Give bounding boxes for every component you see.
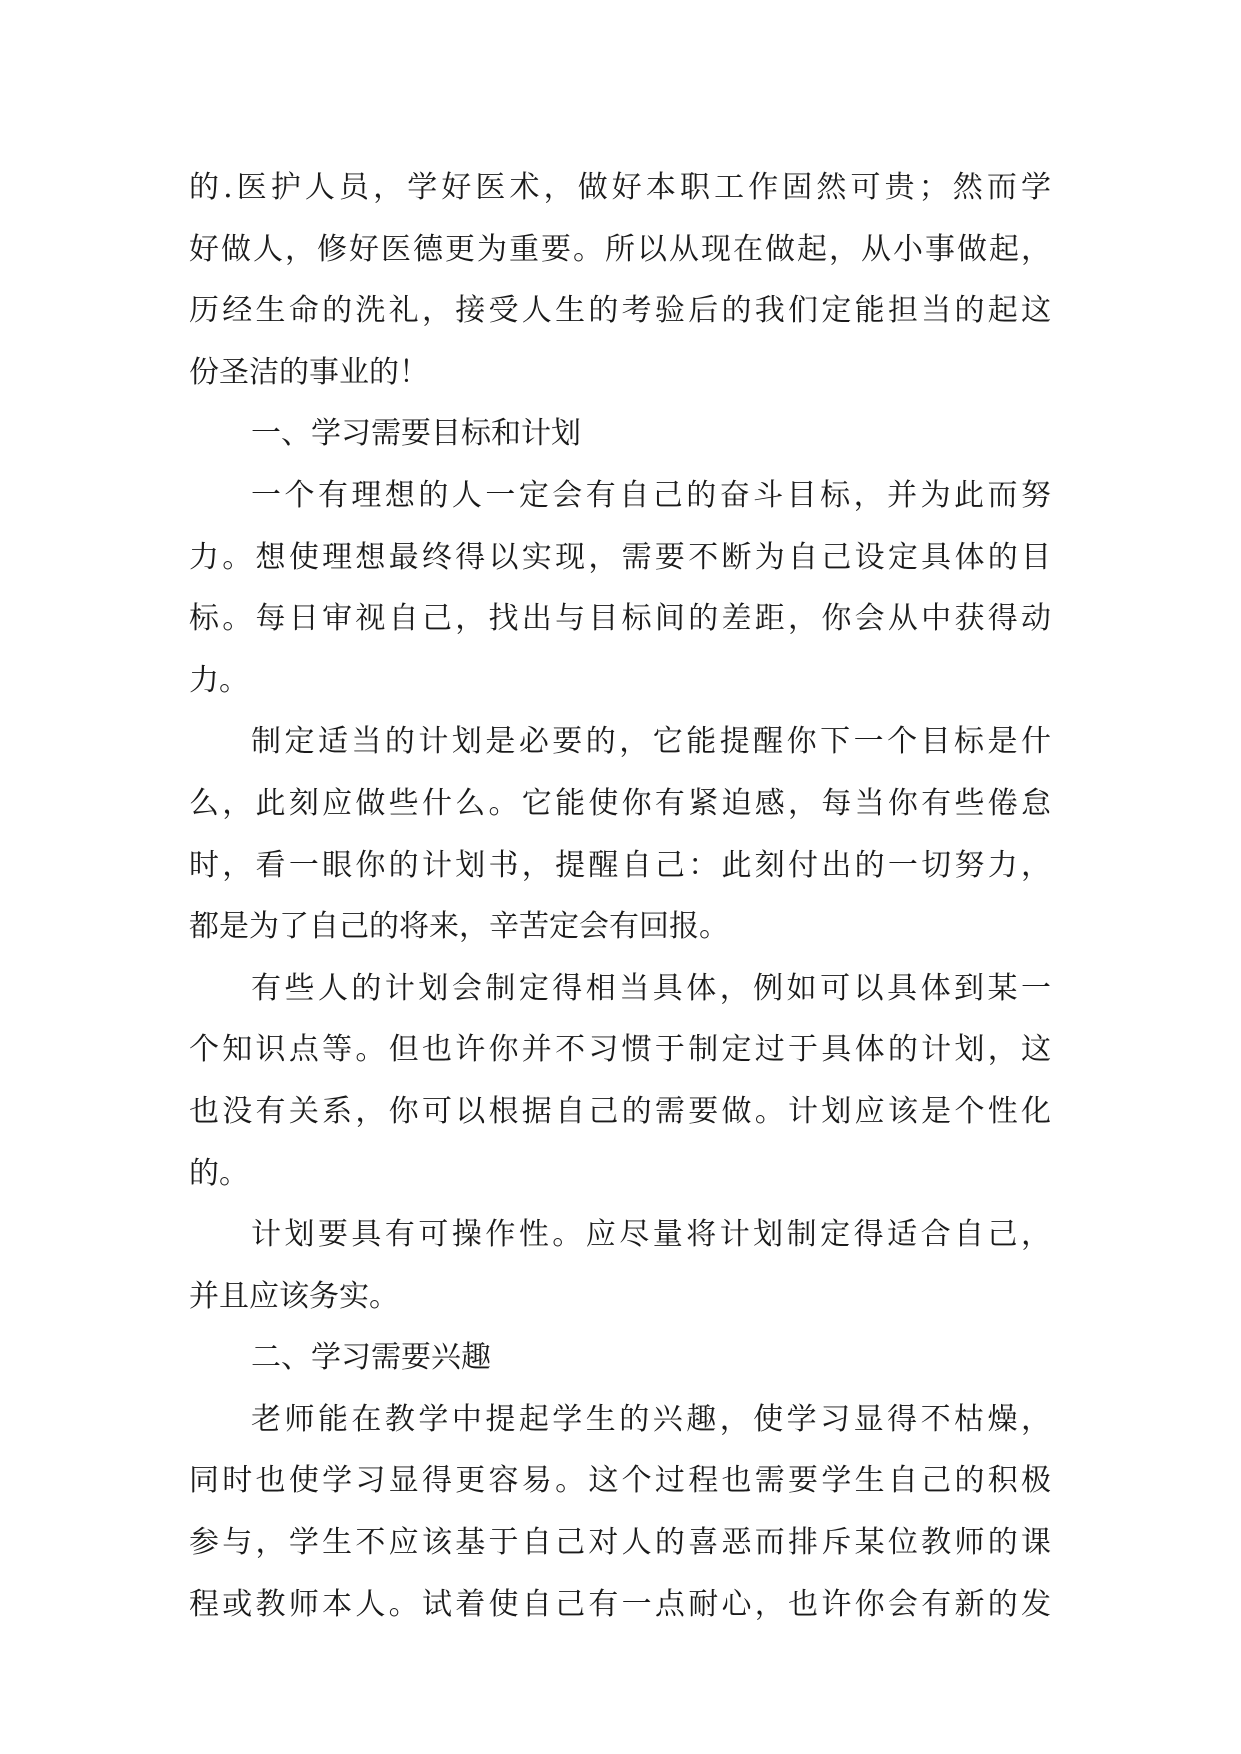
text-line: 老师能在教学中提起学生的兴趣，使学习显得不枯燥，: [251, 1401, 1051, 1437]
text-line: 同时也使学习显得更容易。这个过程也需要学生自己的积极: [189, 1463, 1051, 1499]
text-line: 一、学习需要目标和计划: [251, 416, 581, 452]
text-line: 历经生命的洗礼，接受人生的考验后的我们定能担当的起这: [189, 293, 1051, 329]
text-line: 二、学习需要兴趣: [251, 1340, 491, 1376]
document-body: [189, 157, 1051, 1635]
text-line: 有些人的计划会制定得相当具体，例如可以具体到某一: [251, 970, 1051, 1006]
text-line: 程或教师本人。试着使自己有一点耐心，也许你会有新的发: [189, 1586, 1051, 1622]
text-line: 力。: [189, 662, 249, 698]
text-line: 么，此刻应做些什么。它能使你有紧迫感，每当你有些倦怠: [189, 785, 1051, 821]
text-line: 的。: [189, 1155, 249, 1191]
text-line: 力。想使理想最终得以实现，需要不断为自己设定具体的目: [189, 539, 1051, 575]
text-line: 一个有理想的人一定会有自己的奋斗目标，并为此而努: [251, 477, 1051, 513]
text-line: 的.医护人员，学好医术，做好本职工作固然可贵；然而学: [189, 170, 1051, 205]
text-line: 计划要具有可操作性。应尽量将计划制定得适合自己，: [251, 1217, 1051, 1253]
text-line: 好做人，修好医德更为重要。所以从现在做起，从小事做起，: [189, 231, 1051, 267]
text-line: 参与，学生不应该基于自己对人的喜恶而排斥某位教师的课: [189, 1525, 1051, 1561]
text-line: 都是为了自己的将来，辛苦定会有回报。: [189, 909, 729, 945]
text-line: 份圣洁的事业的！: [189, 354, 429, 390]
text-line: 标。每日审视自己，找出与目标间的差距，你会从中获得动: [189, 601, 1051, 637]
text-line: 个知识点等。但也许你并不习惯于制定过于具体的计划，这: [189, 1032, 1051, 1068]
text-line: 制定适当的计划是必要的，它能提醒你下一个目标是什: [251, 724, 1051, 760]
text-line: 并且应该务实。: [189, 1278, 399, 1314]
text-line: 也没有关系，你可以根据自己的需要做。计划应该是个性化: [189, 1093, 1051, 1129]
text-line: 时，看一眼你的计划书，提醒自己：此刻付出的一切努力，: [189, 847, 1051, 883]
